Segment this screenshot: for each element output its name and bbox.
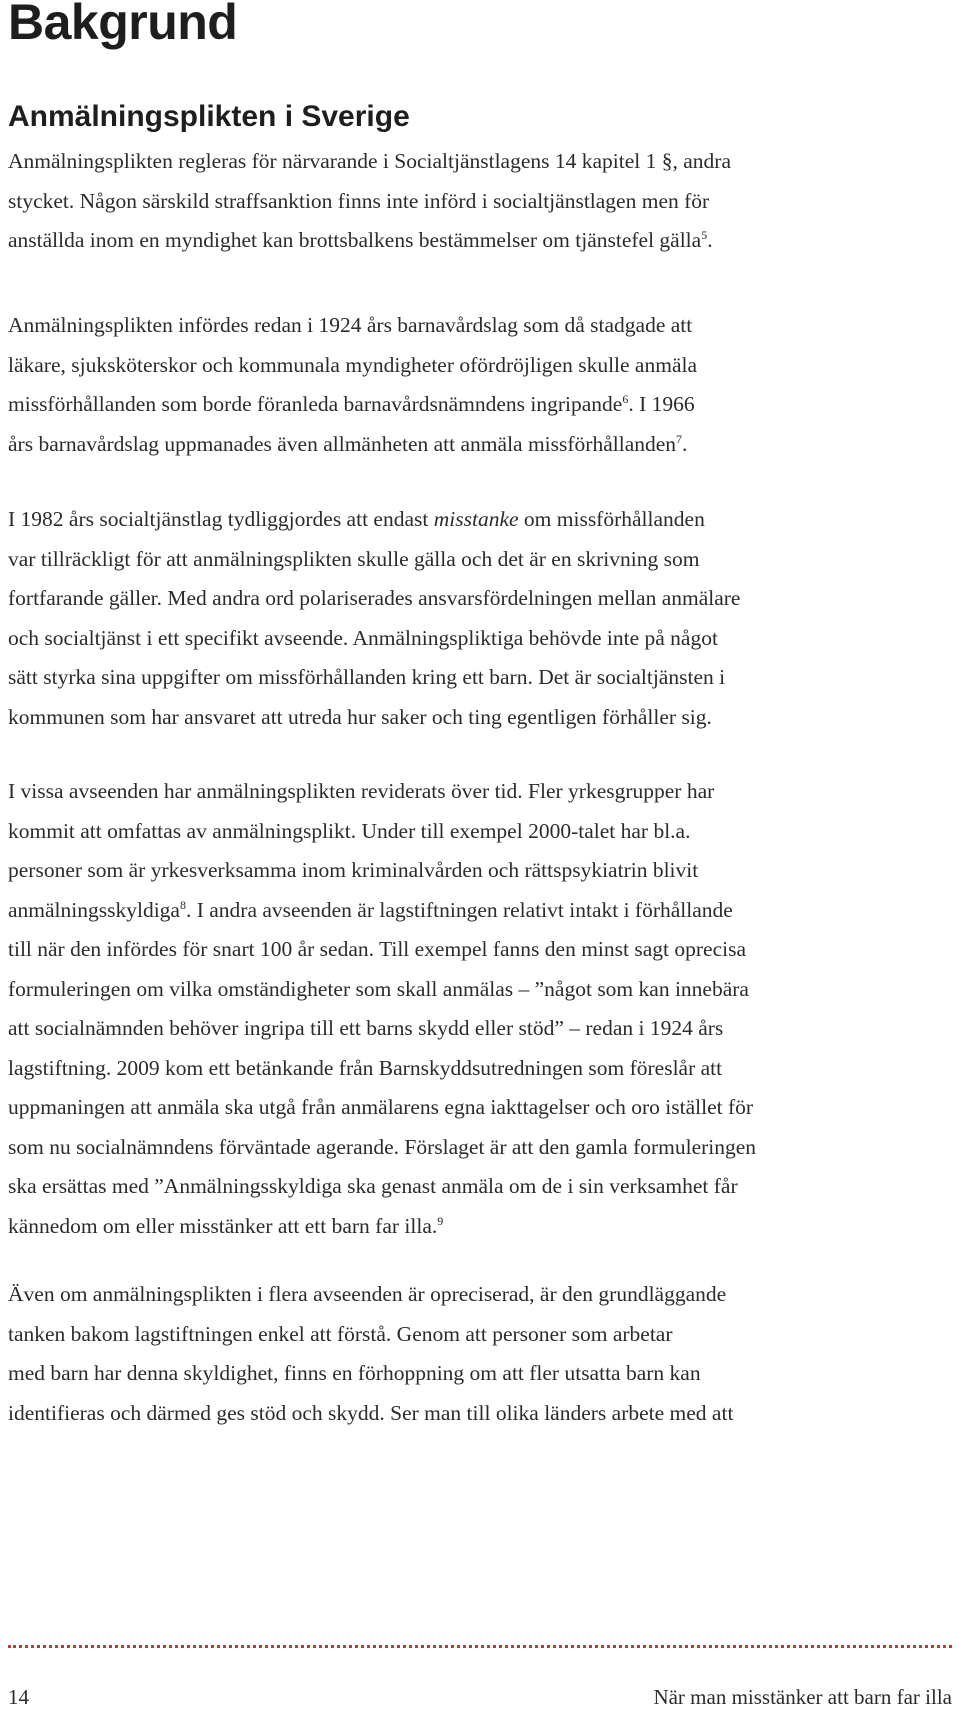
page-title: Bakgrund bbox=[8, 0, 238, 50]
text-line: kommunen som har ansvaret att utreda hur saker och ting egentligen förhåller sig. bbox=[8, 704, 712, 729]
text-line: lagstiftning. 2009 kom ett betänkande från Barnskyddsutredningen som föreslår att bbox=[8, 1055, 723, 1080]
text-segment: . bbox=[707, 228, 713, 252]
text-line: till när den infördes för snart 100 år sedan. Till exempel fanns den minst sagt oprecisa bbox=[8, 937, 747, 961]
text-line: med barn har denna skyldighet, finns en förhoppning om att fler utsatta barn kan bbox=[8, 1361, 701, 1385]
text-line: ska ersättas med ”Anmälningsskyldiga ska genast anmäla om de i sin verksamhet får bbox=[8, 1174, 738, 1198]
text-line bbox=[8, 425, 952, 465]
text-segment: . I 1966 bbox=[628, 392, 695, 416]
section-title: Anmälningsplikten i Sverige bbox=[8, 100, 410, 133]
emphasis-text: misstanke bbox=[433, 507, 519, 531]
text-line: och socialtjänst i ett specifikt avseende. Anmälningspliktiga behövde inte på något bbox=[8, 625, 718, 650]
paragraph-1 bbox=[8, 142, 952, 261]
text-line: som nu socialnämndens förväntade agerande. Förslaget är att den gamla formuleringen bbox=[8, 1134, 757, 1159]
text-line: identifieras och därmed ges stöd och skydd. Ser man till olika länders arbete med att bbox=[8, 1400, 734, 1425]
text-segment: anställda inom en myndighet kan brottsbalkens bestämmelser om tjänstefel gälla bbox=[8, 228, 702, 252]
text-line bbox=[8, 221, 952, 261]
text-line: Även om anmälningsplikten i flera avseenden är opreciserad, är den grundläggande bbox=[8, 1282, 727, 1306]
text-line: kommit att omfattas av anmälningsplikt. Under till exempel 2000-talet har bl.a. bbox=[8, 818, 691, 843]
running-title: När man misstänker att barn far illa bbox=[653, 1685, 952, 1709]
page-number: 14 bbox=[8, 1685, 29, 1709]
text-line: formuleringen om vilka omständigheter som skall anmälas – ”något som kan innebära bbox=[8, 976, 749, 1001]
footnote-ref: 5 bbox=[701, 227, 708, 242]
text-segment: anmälningsskyldiga bbox=[8, 897, 180, 922]
footnote-ref: 9 bbox=[437, 1213, 444, 1228]
text-line bbox=[8, 385, 952, 425]
text-line: tanken bakom lagstiftningen enkel att förstå. Genom att personer som arbetar bbox=[8, 1321, 673, 1346]
text-segment: . I andra avseenden är lagstiftningen relativt intakt i förhållande bbox=[185, 897, 733, 922]
paragraph-4 bbox=[8, 772, 952, 1246]
paragraph-2 bbox=[8, 306, 952, 464]
text-line: stycket. Någon särskild straffsanktion finns inte införd i socialtjänstlagen men för bbox=[8, 188, 710, 213]
text-line bbox=[8, 1207, 952, 1247]
text-segment: missförhållanden som borde föranleda barnavårdsnämndens ingripande bbox=[8, 392, 623, 416]
text-segment: I 1982 års socialtjänstlag tydliggjordes att endast bbox=[8, 507, 434, 531]
paragraph-5 bbox=[8, 1275, 952, 1433]
text-segment: om missförhållanden bbox=[518, 507, 705, 531]
text-line: fortfarande gäller. Med andra ord polariserades ansvarsfördelningen mellan anmälare bbox=[8, 586, 741, 610]
text-line: att socialnämnden behöver ingripa till ett barns skydd eller stöd” – redan i 1924 års bbox=[8, 1016, 724, 1040]
paragraph-3 bbox=[8, 500, 952, 737]
text-line: var tillräckligt för att anmälningsplikten skulle gälla och det är en skrivning som bbox=[8, 546, 700, 571]
text-segment: kännedom om eller misstänker att ett barn far illa. bbox=[8, 1213, 438, 1238]
text-segment: års barnavårdslag uppmanades även allmänheten att anmäla missförhållanden bbox=[8, 431, 677, 456]
text-line: Anmälningsplikten regleras för närvarande i Socialtjänstlagens 14 kapitel 1 §, andra bbox=[8, 149, 732, 173]
text-line: Anmälningsplikten infördes redan i 1924 års barnavårdslag som då stadgade att bbox=[8, 313, 693, 337]
text-line: I vissa avseenden har anmälningsplikten reviderats över tid. Fler yrkesgrupper har bbox=[8, 779, 715, 803]
footnote-ref: 6 bbox=[622, 391, 629, 406]
footnote-ref: 8 bbox=[179, 897, 186, 912]
text-line bbox=[8, 500, 952, 540]
text-line: sätt styrka sina uppgifter om missförhållanden kring ett barn. Det är socialtjänsten i bbox=[8, 665, 726, 689]
text-line bbox=[8, 891, 952, 931]
text-segment: . bbox=[682, 431, 688, 456]
footer-separator bbox=[8, 1645, 952, 1648]
text-line: personer som är yrkesverksamma inom kriminalvården och rättspsykiatrin blivit bbox=[8, 858, 699, 882]
text-line: läkare, sjuksköterskor och kommunala myndigheter ofördröjligen skulle anmäla bbox=[8, 352, 698, 377]
text-line: uppmaningen att anmäla ska utgå från anmälarens egna iakttagelser och oro istället för bbox=[8, 1095, 754, 1119]
footnote-ref: 7 bbox=[676, 431, 683, 446]
